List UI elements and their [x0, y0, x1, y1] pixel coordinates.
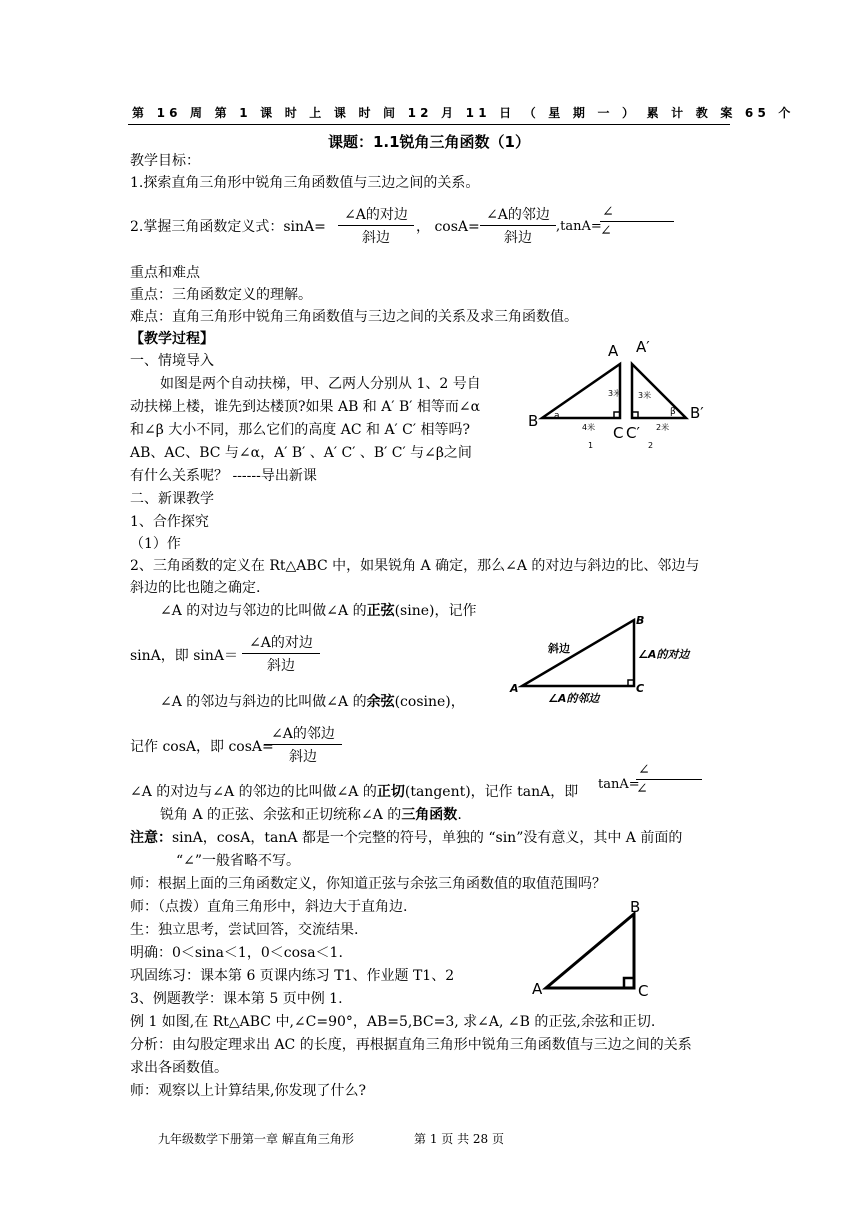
fig1-number-2: 2	[648, 441, 654, 450]
fig1-number-1: 1	[588, 441, 594, 450]
header-rule	[128, 124, 730, 125]
intro-heading: 一、情境导入	[130, 353, 214, 369]
cos-numerator: ∠A的邻边	[486, 207, 550, 223]
cos-fraction	[480, 204, 556, 247]
tangent-formula-numerator: ∠	[638, 762, 650, 778]
cosine-text-a: ∠A 的邻边与斜边的比叫做∠A 的	[160, 694, 367, 710]
cos-denominator: 斜边	[504, 230, 532, 246]
fig1-height-1: 3米	[608, 389, 622, 398]
sin-denominator: 斜边	[362, 230, 390, 246]
sine-text-a: ∠A 的对边与邻边的比叫做∠A 的	[160, 603, 367, 619]
sine-definition	[160, 600, 476, 622]
definition-line-2: 斜边的比也随之确定.	[130, 580, 261, 596]
sine-formula-fraction	[242, 632, 320, 675]
tangent-term: 正切	[376, 784, 405, 800]
teacher-observation: 师：观察以上计算结果,你发现了什么?	[130, 1083, 366, 1099]
goal-item-2-prefix: 2.掌握三角函数定义式：sinA=	[130, 219, 326, 235]
sin-fraction	[338, 204, 414, 247]
fig1-label-Ap: A′	[636, 338, 650, 356]
teacher-hint: 师：（点拨）直角三角形中，斜边大于直角边.	[130, 899, 408, 915]
keypoints-heading: 重点和难点	[130, 265, 200, 281]
tangent-text-c: (tangent)，记作 tanA，即	[404, 784, 579, 800]
fig3-label-A: A	[532, 980, 543, 998]
student-response: 生：独立思考，尝试回答，交流结果.	[130, 922, 359, 938]
tangent-formula-prefix: tanA=	[598, 777, 640, 792]
key-point: 重点：三角函数定义的理解。	[130, 287, 312, 303]
summary-text-a: 锐角 A 的正弦、余弦和正切统称∠A 的	[160, 807, 402, 823]
example-triangle-figure	[528, 898, 658, 998]
tangent-text-a: ∠A 的对边与∠A 的邻边的比叫做∠A 的	[130, 784, 377, 800]
goal-item-1: 1.探索直角三角形中锐角三角函数值与三边之间的关系。	[130, 175, 480, 191]
fig2-hypotenuse-label: 斜边	[548, 642, 570, 655]
goals-heading: 教学目标：	[130, 153, 200, 169]
cosine-text-c: (cosine)，	[394, 694, 465, 710]
sin-numerator: ∠A的对边	[344, 207, 408, 223]
fig2-label-B: B	[636, 614, 645, 627]
fig1-label-Bp: B′	[690, 404, 704, 422]
cosine-formula-prefix: 记作 cosA，即 cosA=	[130, 739, 274, 755]
fig3-label-C: C	[638, 982, 649, 998]
fig2-label-A: A	[510, 682, 519, 695]
analysis-line-1: 分析：由勾股定理求出 AC 的长度，再根据直角三角形中锐角三角函数值与三边之间的关系	[130, 1037, 692, 1053]
fig3-label-B: B	[630, 898, 641, 916]
example-heading: 3、例题教学：课本第 5 页中例 1.	[130, 991, 343, 1007]
analysis-line-2: 求出各函数值。	[130, 1060, 228, 1076]
tan-denominator: ∠	[600, 223, 612, 239]
cosine-formula-numerator: ∠A的邻边	[271, 726, 335, 742]
cosine-definition	[160, 691, 465, 713]
fig1-label-alpha: a	[554, 411, 560, 421]
summary-text-c: .	[457, 807, 462, 823]
cosine-formula-denominator: 斜边	[289, 749, 317, 765]
step-make: （1）作	[130, 536, 181, 552]
tangent-formula-fraction	[636, 762, 702, 797]
clarification: 明确：0＜sina＜1，0＜cosa＜1.	[130, 945, 343, 961]
sine-formula-numerator: ∠A的对边	[249, 635, 313, 651]
sine-formula-prefix: sinA，即 sinA＝	[130, 648, 239, 664]
fig1-label-Cp: C′	[626, 424, 640, 442]
definition-triangle-figure	[504, 610, 704, 710]
intro-line-4: AB、AC、BC 与∠α，A′ B′ 、A′ C′ 、B′ C′ 与∠β之间	[130, 445, 472, 461]
cosine-term: 余弦	[366, 694, 395, 710]
fig1-label-C: C	[613, 424, 624, 442]
cooperation-heading: 1、合作探究	[130, 514, 209, 530]
note-text-1: sinA，cosA，tanA 都是一个完整的符号，单独的 “sin”没有意义，其中 A 前面的	[172, 830, 683, 846]
summary-line	[160, 804, 462, 826]
fig1-label-A: A	[608, 342, 619, 360]
tangent-definition	[130, 781, 578, 803]
tan-numerator: ∠	[602, 204, 614, 220]
summary-term: 三角函数	[401, 807, 458, 823]
note-label: 注意：	[130, 830, 172, 846]
process-heading: 【教学过程】	[130, 331, 214, 347]
fig1-label-B: B	[528, 412, 539, 430]
example-1: 例 1 如图,在 Rt△ABC 中,∠C=90°，AB=5,BC=3, 求∠A, ∠B 的正弦,余弦和正切.	[130, 1014, 656, 1030]
intro-line-5: 有什么关系呢？ ------导出新课	[130, 468, 317, 484]
intro-line-2: 动扶梯上楼，谁先到达楼顶?如果 AB 和 A′ B′ 相等而∠α	[130, 399, 481, 415]
lesson-info-header: 第 16 周 第 1 课 时 上 课 时 间 12 月 11 日 （ 星 期 一 ） 累 计 教 案 65 个	[132, 106, 795, 120]
fig1-width-1: 4米	[582, 423, 596, 432]
new-teaching-heading: 二、新课教学	[130, 491, 214, 507]
footer-book: 九年级数学下册第一章 解直角三角形	[158, 1132, 354, 1146]
tan-prefix: ,tanA=	[556, 219, 602, 234]
cosine-formula-fraction	[264, 723, 342, 766]
note-line-2: “∠”一般省略不写。	[176, 853, 301, 869]
teacher-question: 师：根据上面的三角函数定义，你知道正弦与余弦三角函数值的取值范围吗？	[130, 876, 606, 892]
intro-line-1: 如图是两个自动扶梯，甲、乙两人分别从 1、2 号自	[160, 376, 481, 392]
difficult-point: 难点：直角三角形中锐角三角函数值与三边之间的关系及求三角函数值。	[130, 309, 578, 325]
practice-line: 巩固练习：课本第 6 页课内练习 T1、作业题 T1、2	[130, 968, 455, 984]
definition-line-1: 2、三角函数的定义在 Rt△ABC 中，如果锐角 A 确定，那么∠A 的对边与斜边的比、邻边与	[130, 558, 700, 574]
fig2-adjacent-label: ∠A的邻边	[548, 692, 600, 705]
fig2-label-C: C	[636, 682, 645, 695]
sine-formula-denominator: 斜边	[267, 658, 295, 674]
fig1-width-2: 2米	[656, 423, 670, 432]
tan-fraction	[600, 204, 674, 239]
sine-text-c: (sine)，记作	[394, 603, 477, 619]
note-line-1	[130, 827, 682, 849]
intro-line-3: 和∠β 大小不同，那么它们的高度 AC 和 A′ C′ 相等吗?	[130, 422, 471, 438]
cos-prefix: ， cosA=	[416, 219, 480, 235]
lesson-title: 课题：1.1锐角三角函数（1）	[327, 133, 530, 151]
tangent-formula-denominator: ∠	[636, 781, 648, 797]
fig1-label-beta: β	[670, 407, 676, 417]
footer-page: 第 1 页 共 28 页	[414, 1132, 504, 1146]
sine-term: 正弦	[366, 603, 395, 619]
escalator-figure	[526, 334, 726, 454]
fig1-height-2: 3米	[638, 391, 652, 400]
fig2-opposite-label: ∠A的对边	[638, 648, 690, 661]
